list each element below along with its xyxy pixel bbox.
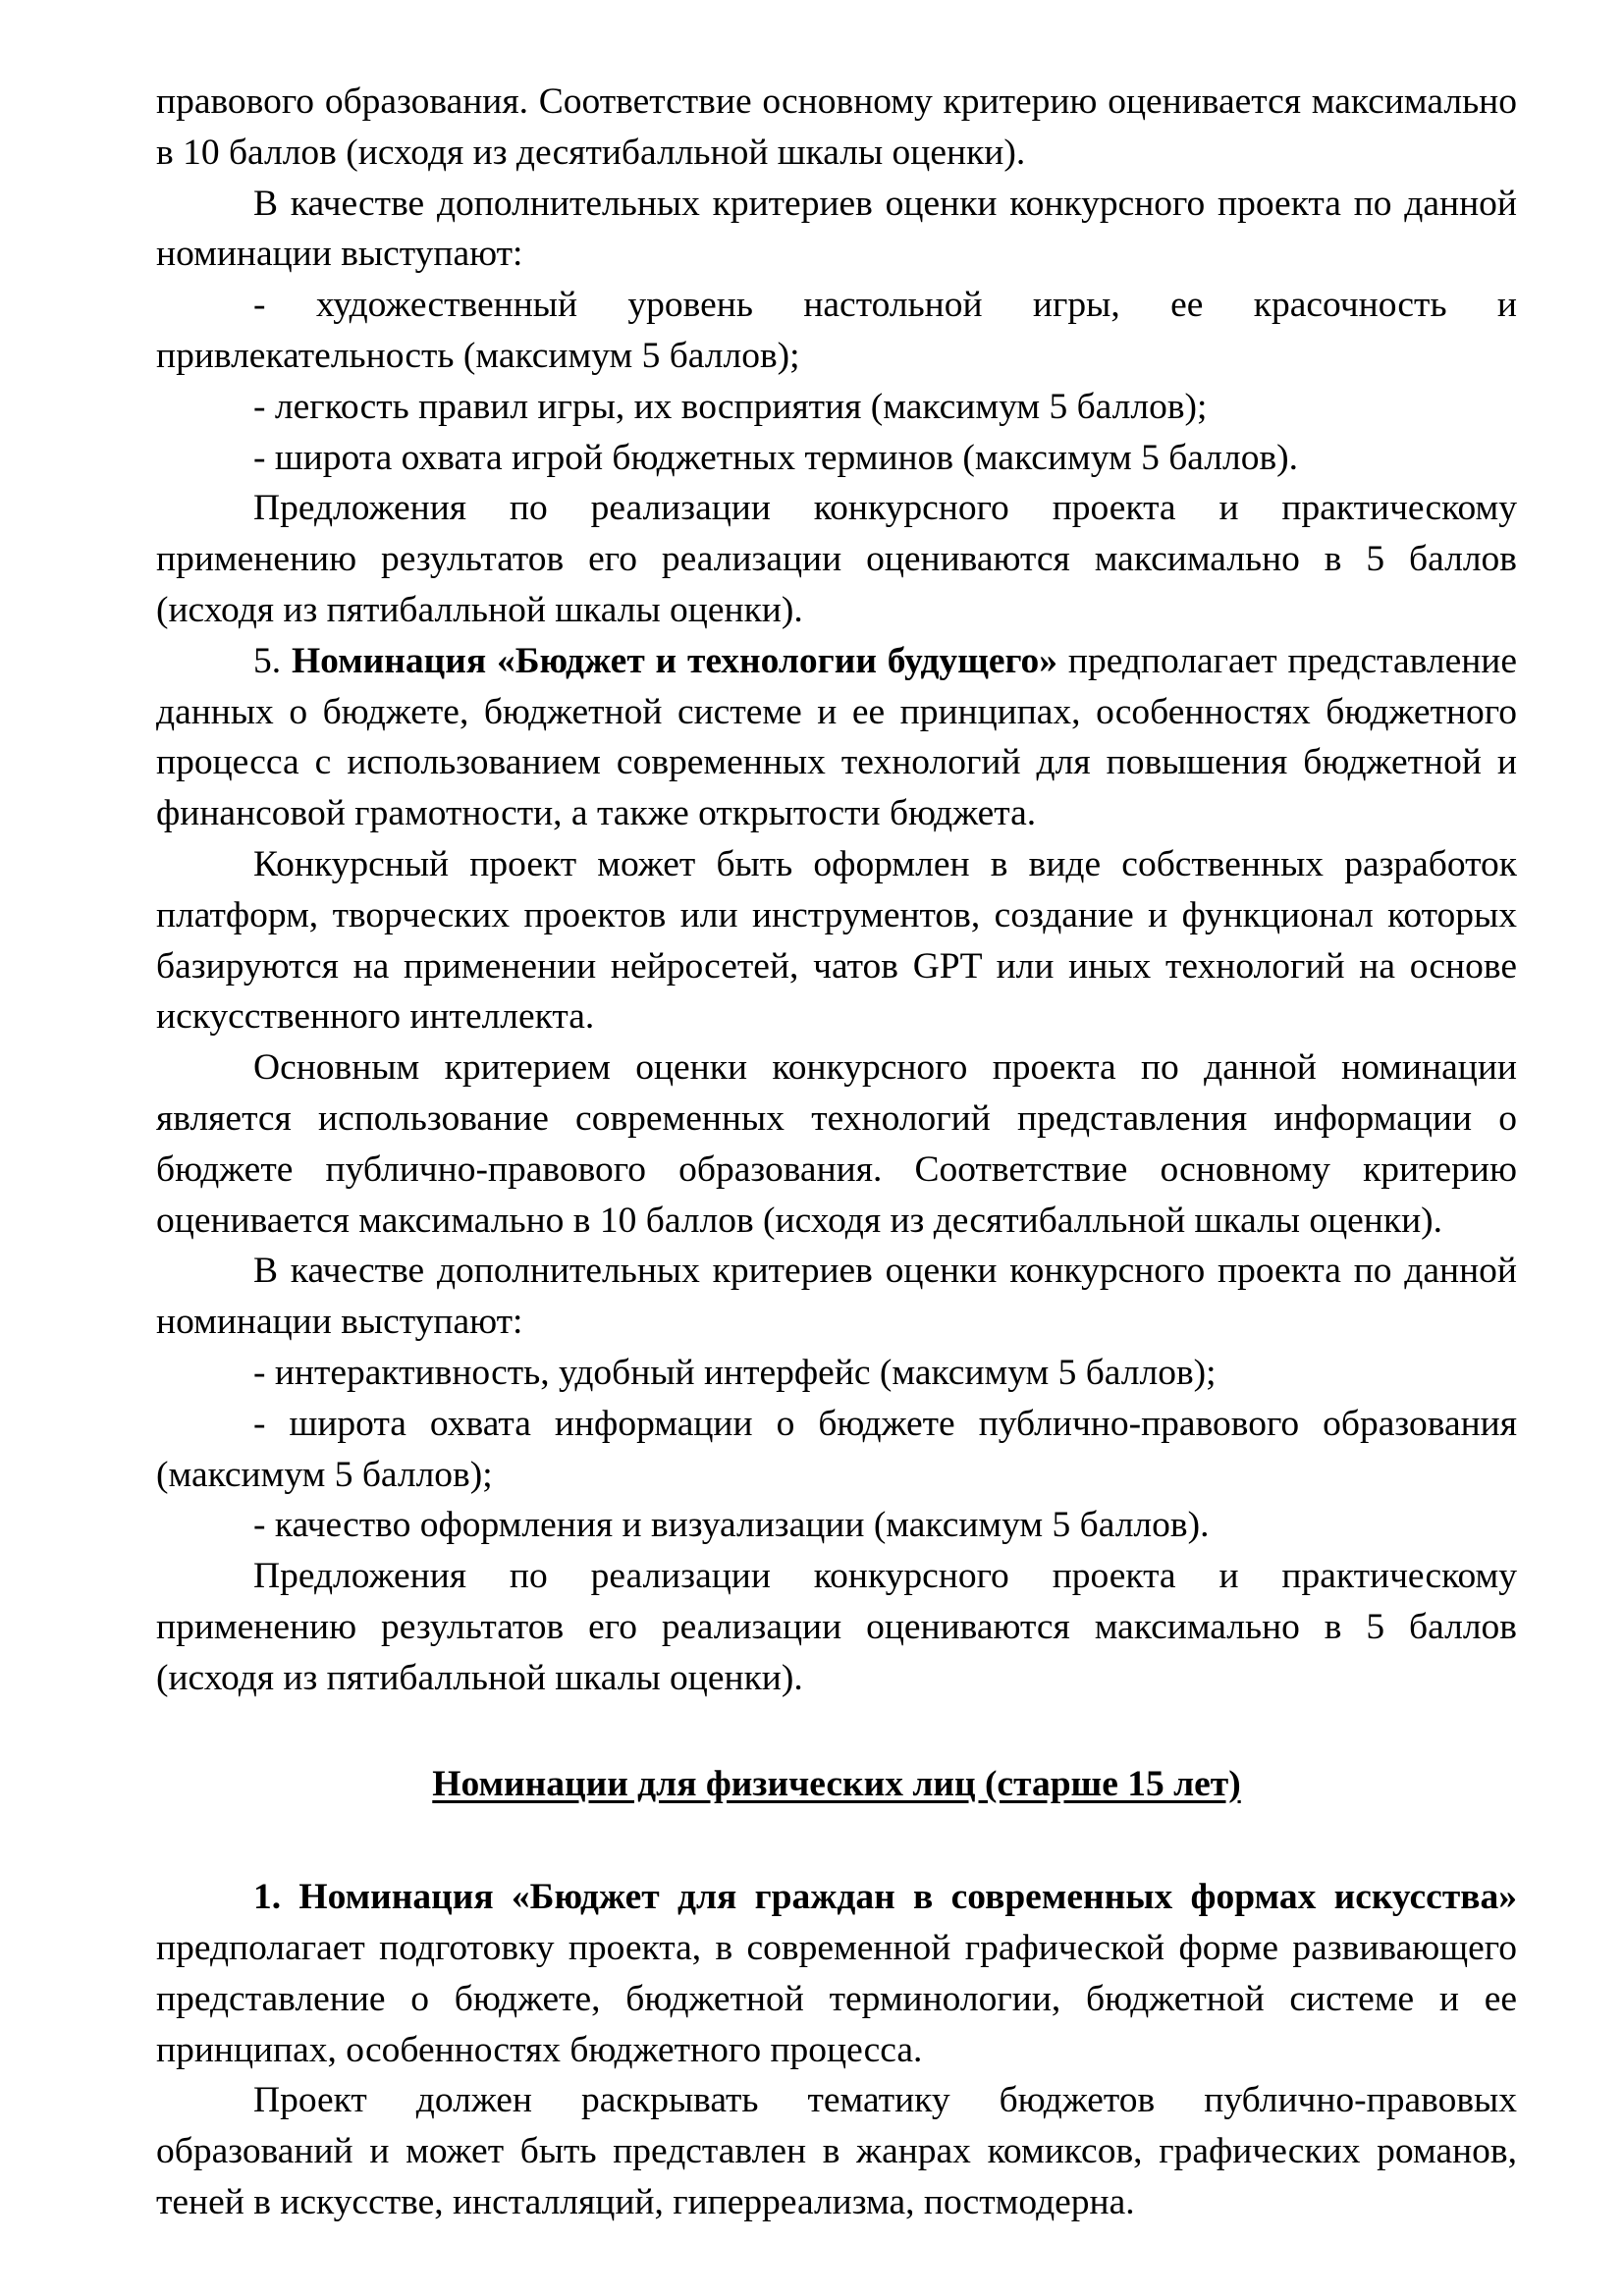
paragraph-proposals-2: Предложения по реализации конкурсного проекта и практическому применению результатов его реализации оцениваются максимально в 5 баллов (исходя из пятибалльной шкалы оценки). xyxy=(156,1556,1517,1698)
nomination-5-text: предполагает представление данных о бюджете, бюджетной системе и ее принципах, особенностях бюджетного процесса с использованием современных технологий для повышения бюджетной и финансовой грамотности, а также открытости бюджета. xyxy=(156,640,1517,834)
nomination-5-title: Номинация «Бюджет и технологии будущего» xyxy=(291,640,1058,681)
list-item-information-coverage: - широта охвата информации о бюджете публично-правового образования (максимум 5 баллов); xyxy=(156,1403,1517,1495)
list-item-interactivity: - интерактивность, удобный интерфейс (максимум 5 баллов); xyxy=(253,1352,1217,1393)
list-item-artistic-level: - художественный уровень настольной игры, ее красочность и привлекательность (максимум 5 баллов); xyxy=(156,285,1517,376)
paragraph-proposals: Предложения по реализации конкурсного проекта и практическому применению результатов его реализации оцениваются максимально в 5 баллов (исходя из пятибалльной шкалы оценки). xyxy=(156,488,1517,630)
paragraph-additional-criteria-intro: В качестве дополнительных критериев оценки конкурсного проекта по данной номинации выступают: xyxy=(156,183,1517,275)
list-item-terms-coverage: - широта охвата игрой бюджетных терминов (максимум 5 баллов). xyxy=(253,437,1299,478)
paragraph-project-topics: Проект должен раскрывать тематику бюджетов публично-правовых образований и может быть представлен в жанрах комиксов, графических романов, теней в искусстве, инсталляций, гиперреализма, постмодерна. xyxy=(156,2080,1517,2223)
paragraph-main-criterion: Основным критерием оценки конкурсного проекта по данной номинации является использование современных технологий представления информации о бюджете публично-правового образования. Соответствие основному критерию оценивается максимально в 10 баллов (исходя из десятибалльной шкалы оценки). xyxy=(156,1047,1517,1241)
paragraph-project-format: Конкурсный проект может быть оформлен в виде собственных разработок платформ, творческих проектов или инструментов, создание и функционал которых базируются на применении нейросетей, чатов GPT или иных технологий на основе искусственного интеллекта. xyxy=(156,843,1517,1038)
paragraph-nomination-1 xyxy=(156,1872,1517,2075)
paragraph-nomination-5 xyxy=(156,636,1517,839)
paragraph-continuation: правового образования. Соответствие основному критерию оценивается максимально в 10 баллов (исходя из десятибалльной шкалы оценки). xyxy=(156,81,1517,173)
nomination-1-title: 1. Номинация «Бюджет для граждан в современных формах искусства» xyxy=(253,1877,1517,1918)
nomination-5-number: 5. xyxy=(253,640,282,681)
section-heading: Номинации для физических лиц (старше 15 лет) xyxy=(432,1763,1241,1804)
document-page xyxy=(156,77,1517,2228)
paragraph-additional-criteria-intro-2: В качестве дополнительных критериев оценки конкурсного проекта по данной номинации выступают: xyxy=(156,1251,1517,1343)
list-item-rules-ease: - легкость правил игры, их восприятия (максимум 5 баллов); xyxy=(253,386,1208,427)
list-item-design-quality: - качество оформления и визуализации (максимум 5 баллов). xyxy=(253,1505,1210,1546)
nomination-1-text: предполагает подготовку проекта, в современной графической форме развивающего представление о бюджете, бюджетной терминологии, бюджетной системе и ее принципах, особенностях бюджетного процесса. xyxy=(156,1928,1517,2070)
